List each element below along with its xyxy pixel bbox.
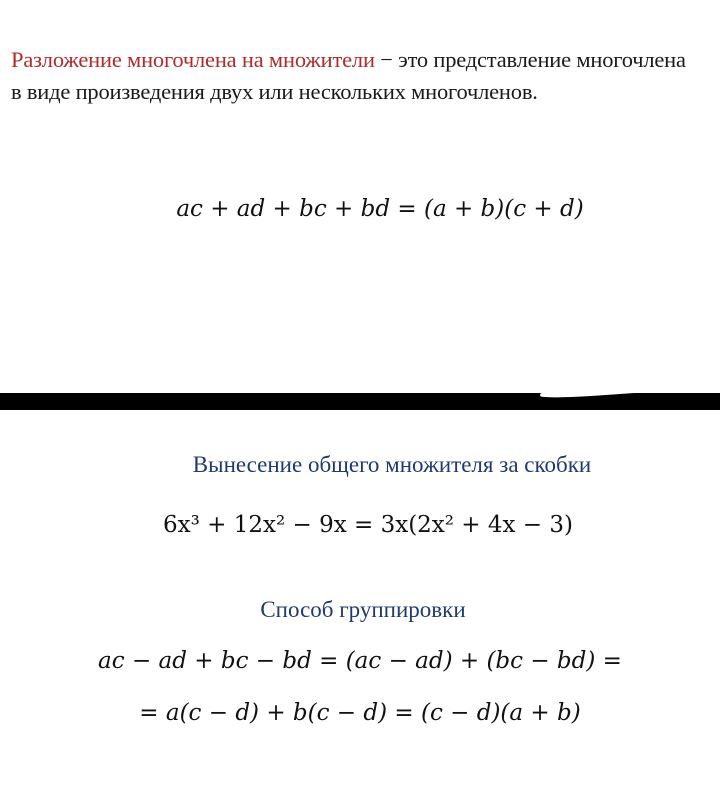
black-divider-bar — [0, 393, 720, 410]
main-factorization-formula: ac + ad + bc + bd = (a + b)(c + d) — [176, 196, 584, 222]
common-factor-formula: 6x³ + 12x² − 9x = 3x(2x² + 4x − 3) — [163, 512, 573, 538]
grouping-formula-line-1: ac − ad + bc − bd = (ac − ad) + (bc − bd) = — [98, 648, 622, 674]
grouping-heading: Способ группировки — [260, 597, 466, 622]
definition-text: это представление многочлена в виде произведения двух или нескольких многочленов. — [11, 47, 686, 104]
definition-term: Разложение многочлена на множители — [11, 47, 375, 72]
common-factor-heading: Вынесение общего множителя за скобки — [192, 452, 592, 477]
corner-stamp-mark — [708, 366, 720, 388]
grouping-formula-line-2: = a(c − d) + b(c − d) = (c − d)(a + b) — [139, 700, 581, 726]
definition-paragraph — [11, 44, 701, 108]
definition-dash: − — [374, 47, 399, 72]
